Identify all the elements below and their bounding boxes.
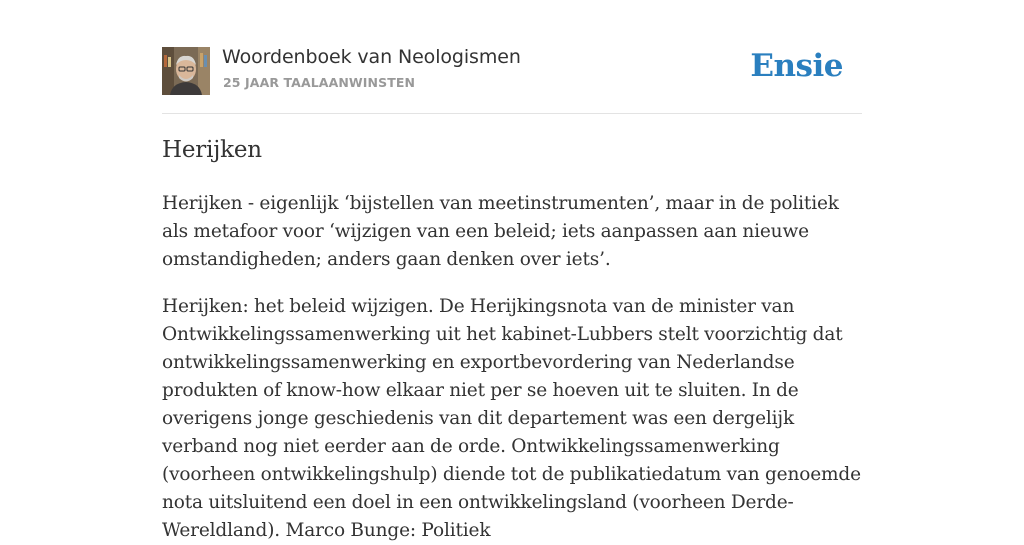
entry-paragraph-example: Herijken: het beleid wijzigen. De Herijkingsnota van de minister van Ontwikkelingssamenwerking uit het kabinet-Lubbers stelt voorzichtig dat ontwikkelingssamenwerking en exportbevordering van Nederlandse produkten of know-how elkaar niet per se hoeven uit te sluiten. In de overigens jonge geschiedenis van dit departement was een dergelijk verband nog niet eerder aan de orde. Ontwikkelingssamenwerking (voorheen ontwikkelingshulp) diende tot de publikatiedatum van genoemde nota uitsluitend een doel in een ontwikkelingsland (voorheen Derde-Wereldland). Marco Bunge: Politiek [162, 296, 861, 541]
ensie-logo-link[interactable]: Ensie [750, 48, 843, 84]
site-header [162, 0, 862, 114]
author-avatar[interactable] [162, 47, 210, 95]
site-subtitle: 25 JAAR TAALAANWINSTEN [223, 75, 416, 90]
content-column [162, 0, 862, 541]
entry-title: Herijken [162, 137, 262, 163]
author-portrait-icon [162, 47, 210, 95]
entry-paragraph-definition: Herijken - eigenlijk ‘bijstellen van meetinstrumenten’, maar in de politiek als metafoor voor ‘wijzigen van een beleid; iets aanpassen aan nieuwe omstandigheden; anders gaan denken over iets’. [162, 193, 839, 270]
site-title[interactable]: Woordenboek van Neologismen [222, 46, 521, 68]
